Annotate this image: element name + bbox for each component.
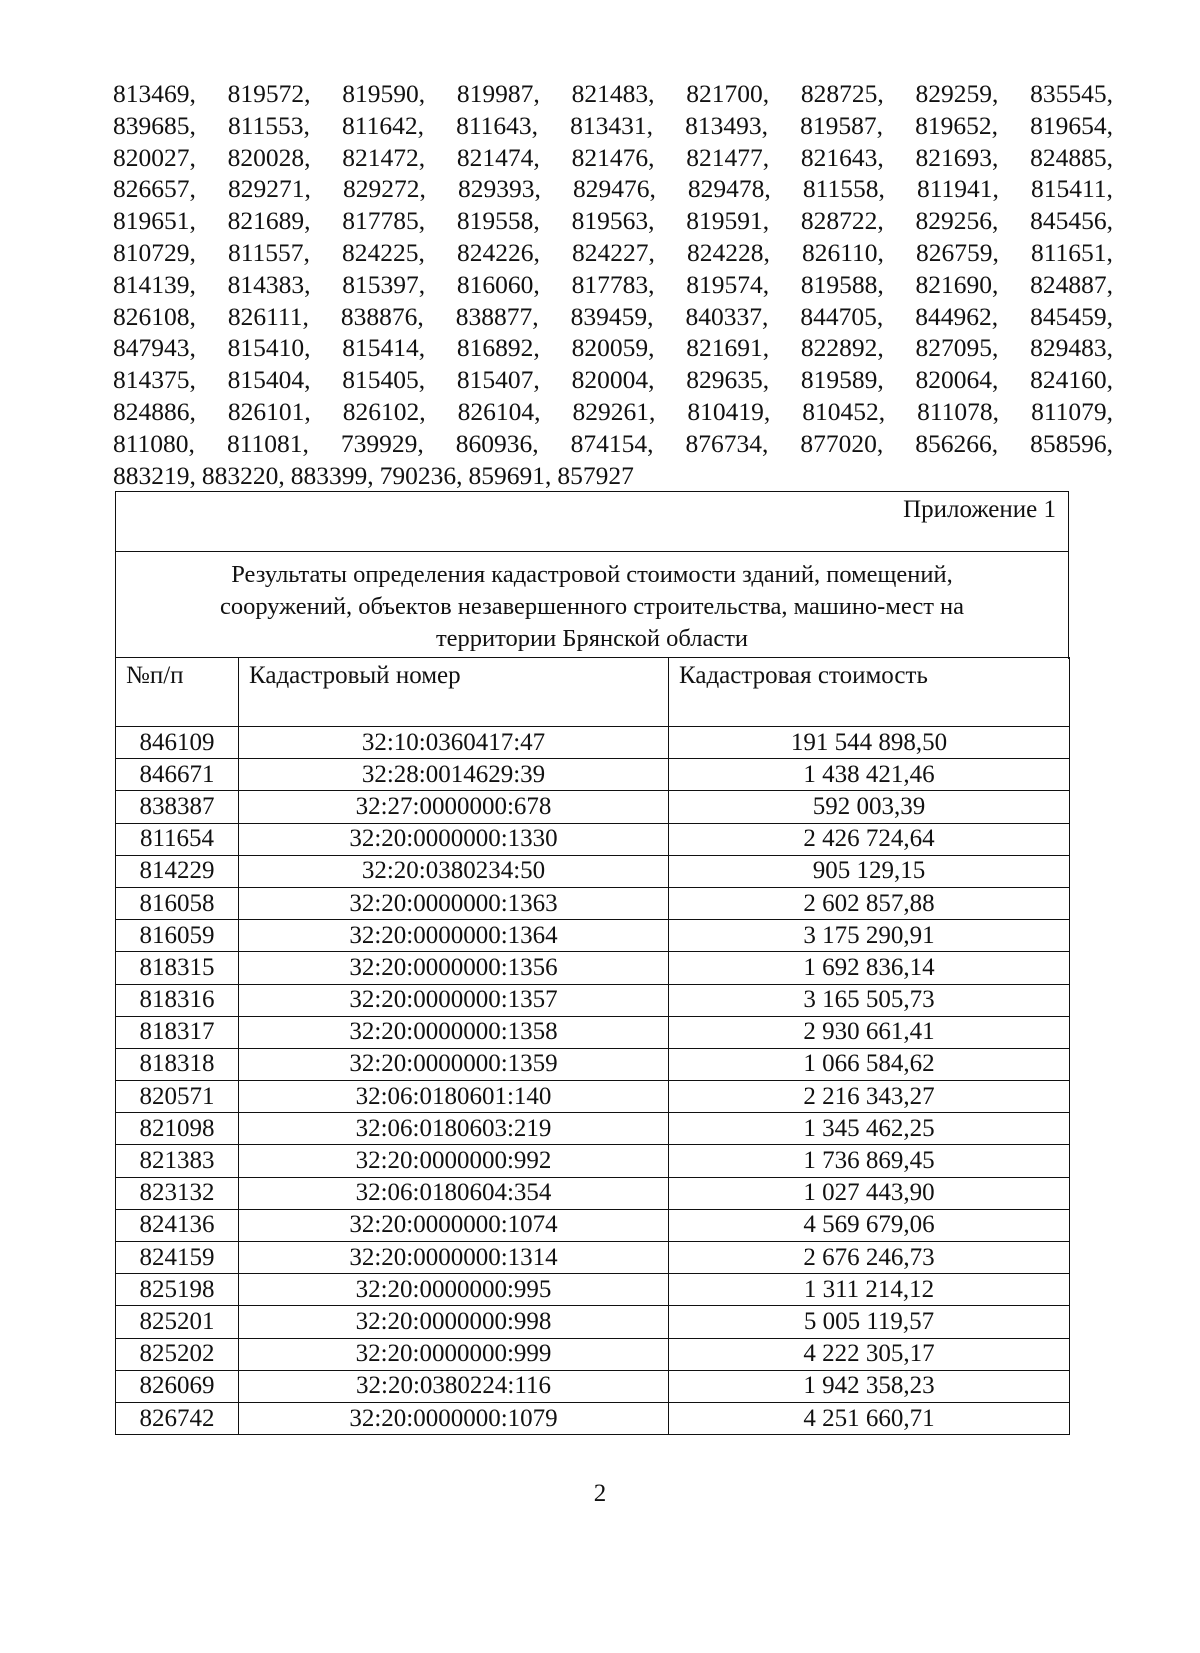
object-number: 821693, <box>915 142 999 172</box>
table-header-row <box>116 658 1070 727</box>
object-number: 821689, <box>227 206 311 236</box>
object-number: 824226, <box>457 237 540 267</box>
object-number: 824885, <box>1030 142 1113 172</box>
table-row <box>116 1338 1070 1370</box>
cadastral-value-cell: 191 544 898,50 <box>669 727 1070 759</box>
number-list-line <box>113 205 1113 237</box>
object-number: 820027, <box>113 142 196 172</box>
cadastral-number-cell: 32:27:0000000:678 <box>239 791 669 823</box>
cadastral-number-cell: 32:06:0180601:140 <box>239 1081 669 1113</box>
object-number: 827095, <box>915 333 999 363</box>
cadastral-value-cell: 2 676 246,73 <box>669 1242 1070 1274</box>
object-number: 820004, <box>571 365 655 395</box>
number-list-line <box>113 301 1113 333</box>
object-number: 819558, <box>456 206 540 236</box>
table-row <box>116 1081 1070 1113</box>
object-number: 811941, <box>916 174 999 204</box>
object-number: 824886, <box>113 396 196 426</box>
row-number-cell: 826069 <box>116 1370 239 1402</box>
object-number: 819588, <box>800 269 884 299</box>
object-number: 826108, <box>113 301 196 331</box>
header-row-number: №п/п <box>116 658 239 727</box>
object-number: 811081, <box>226 428 309 458</box>
row-number-cell: 818315 <box>116 952 239 984</box>
number-list-line <box>113 173 1113 205</box>
table-row <box>116 1370 1070 1402</box>
object-number: 844962, <box>915 301 999 331</box>
object-number: 815414, <box>342 333 426 363</box>
object-number: 826101, <box>227 396 311 426</box>
row-number-cell: 825198 <box>116 1274 239 1306</box>
object-number: 810452, <box>802 396 886 426</box>
object-number: 821474, <box>456 142 540 172</box>
cadastral-number-cell: 32:20:0000000:1363 <box>239 887 669 919</box>
row-number-cell: 811654 <box>116 823 239 855</box>
object-number: 813469, <box>113 79 196 108</box>
row-number-cell: 821383 <box>116 1145 239 1177</box>
cadastral-number-cell: 32:10:0360417:47 <box>239 727 669 759</box>
object-number: 838877, <box>455 301 539 331</box>
object-number: 829261, <box>572 396 656 426</box>
table-row <box>116 1242 1070 1274</box>
object-number: 856266, <box>915 428 999 458</box>
cadastral-value-cell: 1 692 836,14 <box>669 952 1070 984</box>
object-number: 811080, <box>113 428 195 458</box>
object-number: 821643, <box>800 142 884 172</box>
object-number: 826110, <box>801 237 884 267</box>
object-number: 820059, <box>571 333 655 363</box>
cadastral-value-cell: 5 005 119,57 <box>669 1306 1070 1338</box>
object-number: 815404, <box>227 365 311 395</box>
table-row <box>116 1113 1070 1145</box>
row-number-cell: 825201 <box>116 1306 239 1338</box>
object-number: 829476, <box>572 174 656 204</box>
object-number: 813493, <box>685 110 768 140</box>
row-number-cell: 825202 <box>116 1338 239 1370</box>
table-row <box>116 791 1070 823</box>
table-row <box>116 887 1070 919</box>
object-number: 826102, <box>342 396 426 426</box>
row-number-cell: 818318 <box>116 1048 239 1080</box>
object-number: 815410, <box>227 333 311 363</box>
row-number-cell: 823132 <box>116 1177 239 1209</box>
cadastral-value-cell: 1 345 462,25 <box>669 1113 1070 1145</box>
object-number: 819572, <box>227 79 311 108</box>
object-number: 829635, <box>686 365 770 395</box>
table-row <box>116 1016 1070 1048</box>
object-number: 811642, <box>342 110 424 140</box>
number-list-line <box>113 237 1113 269</box>
table-title-line: территории Брянской области <box>435 625 749 652</box>
object-number: 819651, <box>113 206 196 236</box>
object-number: 829271, <box>227 174 311 204</box>
object-number: 839685, <box>113 110 196 140</box>
page-number: 2 <box>593 1480 607 1507</box>
row-number-cell: 846109 <box>116 727 239 759</box>
object-number: 821477, <box>686 142 770 172</box>
table-row <box>116 759 1070 791</box>
cadastral-number-cell: 32:06:0180603:219 <box>239 1113 669 1145</box>
object-number: 817783, <box>571 269 655 299</box>
object-number: 811651, <box>1031 237 1113 267</box>
table-row <box>116 1209 1070 1241</box>
table-row <box>116 1145 1070 1177</box>
cadastral-number-cell: 32:20:0380224:116 <box>239 1370 669 1402</box>
table-row <box>116 1274 1070 1306</box>
number-list-line <box>113 269 1113 301</box>
object-number: 814375, <box>113 365 196 395</box>
number-list-line <box>113 332 1113 364</box>
object-number: 811558, <box>802 174 885 204</box>
object-number: 829478, <box>687 174 771 204</box>
header-cadastral-value: Кадастровая стоимость <box>669 658 1070 727</box>
row-number-cell: 820571 <box>116 1081 239 1113</box>
object-number: 829393, <box>457 174 541 204</box>
object-number: 860936, <box>455 428 539 458</box>
object-number: 815407, <box>456 365 540 395</box>
cadastral-value-cell: 1 438 421,46 <box>669 759 1070 791</box>
cadastral-number-cell: 32:20:0000000:1359 <box>239 1048 669 1080</box>
cadastral-value-cell: 3 165 505,73 <box>669 984 1070 1016</box>
object-number: 821700, <box>686 79 770 108</box>
appendix-header-box <box>115 491 1069 552</box>
table-row <box>116 855 1070 887</box>
object-number: 819591, <box>686 206 770 236</box>
object-number: 838876, <box>340 301 424 331</box>
row-number-cell: 826742 <box>116 1402 239 1434</box>
object-number: 739929, <box>340 428 424 458</box>
object-number: 876734, <box>685 428 769 458</box>
cadastral-number-cell: 32:20:0000000:1314 <box>239 1242 669 1274</box>
object-number: 821476, <box>571 142 655 172</box>
object-number: 835545, <box>1030 79 1113 108</box>
number-list-line <box>113 396 1113 428</box>
cadastral-number-cell: 32:20:0000000:992 <box>239 1145 669 1177</box>
object-number: 828725, <box>800 79 884 108</box>
object-number: 824228, <box>686 237 770 267</box>
object-number: 815411, <box>1031 174 1113 204</box>
object-number: 811557, <box>227 237 310 267</box>
cadastral-number-cell: 32:20:0000000:1357 <box>239 984 669 1016</box>
object-number: 810729, <box>113 237 196 267</box>
table-title-line: сооружений, объектов незавершенного строительства, машино-мест на <box>219 593 965 620</box>
cadastral-value-cell: 1 311 214,12 <box>669 1274 1070 1306</box>
cadastral-value-table <box>115 657 1070 1435</box>
object-number: 819590, <box>342 79 426 108</box>
cadastral-value-cell: 1 027 443,90 <box>669 1177 1070 1209</box>
number-list-line <box>113 142 1113 174</box>
object-number: 826759, <box>916 237 999 267</box>
object-number: 829259, <box>915 79 999 108</box>
object-number: 813431, <box>570 110 653 140</box>
cadastral-value-cell: 592 003,39 <box>669 791 1070 823</box>
table-row <box>116 823 1070 855</box>
object-number-list <box>113 78 1113 491</box>
object-number: 857927 <box>557 460 634 490</box>
object-number: 819574, <box>686 269 770 299</box>
number-list-line <box>113 428 1113 460</box>
cadastral-value-cell: 4 569 679,06 <box>669 1209 1070 1241</box>
object-number: 824225, <box>342 237 425 267</box>
object-number: 858596, <box>1030 428 1113 458</box>
object-number: 814383, <box>227 269 311 299</box>
object-number: 829483, <box>1030 333 1113 363</box>
cadastral-value-cell: 2 216 343,27 <box>669 1081 1070 1113</box>
object-number: 845459, <box>1030 301 1113 331</box>
object-number: 819563, <box>571 206 655 236</box>
object-number: 845456, <box>1030 206 1113 236</box>
object-number: 824160, <box>1030 365 1113 395</box>
cadastral-value-cell: 4 251 660,71 <box>669 1402 1070 1434</box>
object-number: 819587, <box>800 110 883 140</box>
table-row <box>116 1177 1070 1209</box>
table-row <box>116 920 1070 952</box>
table-row <box>116 1306 1070 1338</box>
cadastral-number-cell: 32:20:0000000:995 <box>239 1274 669 1306</box>
row-number-cell: 818316 <box>116 984 239 1016</box>
cadastral-number-cell: 32:20:0000000:1074 <box>239 1209 669 1241</box>
object-number: 822892, <box>800 333 884 363</box>
cadastral-number-cell: 32:20:0000000:999 <box>239 1338 669 1370</box>
cadastral-number-cell: 32:20:0000000:1356 <box>239 952 669 984</box>
table-row <box>116 984 1070 1016</box>
object-number: 883399, <box>290 460 374 490</box>
cadastral-value-cell: 2 930 661,41 <box>669 1016 1070 1048</box>
row-number-cell: 821098 <box>116 1113 239 1145</box>
object-number: 817785, <box>342 206 426 236</box>
table-row <box>116 952 1070 984</box>
table-body <box>116 727 1070 1435</box>
object-number: 874154, <box>570 428 654 458</box>
number-list-line <box>113 364 1113 396</box>
object-number: 821483, <box>571 79 655 108</box>
object-number: 821691, <box>686 333 770 363</box>
appendix-label: Приложение 1 <box>903 496 1056 523</box>
row-number-cell: 838387 <box>116 791 239 823</box>
cadastral-number-cell: 32:20:0000000:1364 <box>239 920 669 952</box>
cadastral-value-cell: 2 426 724,64 <box>669 823 1070 855</box>
cadastral-value-cell: 2 602 857,88 <box>669 887 1070 919</box>
object-number: 820064, <box>915 365 999 395</box>
object-number: 826111, <box>227 301 309 331</box>
object-number: 824227, <box>572 237 655 267</box>
cadastral-value-cell: 4 222 305,17 <box>669 1338 1070 1370</box>
cadastral-value-cell: 1 942 358,23 <box>669 1370 1070 1402</box>
object-number: 811078, <box>917 396 1000 426</box>
cadastral-number-cell: 32:06:0180604:354 <box>239 1177 669 1209</box>
table-row <box>116 1402 1070 1434</box>
object-number: 829272, <box>342 174 426 204</box>
row-number-cell: 816058 <box>116 887 239 919</box>
object-number: 829256, <box>915 206 999 236</box>
row-number-cell: 818317 <box>116 1016 239 1048</box>
object-number: 815397, <box>342 269 426 299</box>
object-number: 816060, <box>456 269 540 299</box>
cadastral-number-cell: 32:20:0380234:50 <box>239 855 669 887</box>
table-row <box>116 727 1070 759</box>
number-list-line <box>113 78 1113 110</box>
object-number: 883219, <box>113 460 196 490</box>
number-list-line <box>113 110 1113 142</box>
object-number: 820028, <box>227 142 311 172</box>
object-number: 816892, <box>456 333 540 363</box>
cadastral-number-cell: 32:20:0000000:1079 <box>239 1402 669 1434</box>
object-number: 826657, <box>113 174 196 204</box>
object-number: 840337, <box>685 301 769 331</box>
object-number: 815405, <box>342 365 426 395</box>
table-title-line: Результаты определения кадастровой стоимости зданий, помещений, <box>231 561 953 588</box>
cadastral-value-cell: 1 736 869,45 <box>669 1145 1070 1177</box>
table-title <box>115 551 1069 659</box>
object-number: 811643, <box>456 110 539 140</box>
object-number: 821472, <box>342 142 426 172</box>
object-number: 847943, <box>113 333 196 363</box>
object-number: 819652, <box>915 110 998 140</box>
object-number: 810419, <box>687 396 771 426</box>
cadastral-value-cell: 3 175 290,91 <box>669 920 1070 952</box>
object-number: 824887, <box>1030 269 1113 299</box>
object-number: 819987, <box>456 79 540 108</box>
object-number: 821690, <box>915 269 999 299</box>
object-number: 877020, <box>800 428 884 458</box>
object-number: 819654, <box>1030 110 1113 140</box>
object-number: 883220, <box>201 460 285 490</box>
cadastral-value-cell: 905 129,15 <box>669 855 1070 887</box>
object-number: 811079, <box>1031 396 1113 426</box>
row-number-cell: 816059 <box>116 920 239 952</box>
row-number-cell: 824136 <box>116 1209 239 1241</box>
cadastral-number-cell: 32:20:0000000:1330 <box>239 823 669 855</box>
object-number: 811553, <box>227 110 310 140</box>
object-number: 819589, <box>800 365 884 395</box>
row-number-cell: 824159 <box>116 1242 239 1274</box>
object-number: 844705, <box>800 301 884 331</box>
object-number: 814139, <box>113 269 196 299</box>
object-number: 826104, <box>457 396 541 426</box>
object-number: 859691, <box>468 460 552 490</box>
object-number: 790236, <box>379 460 463 490</box>
cadastral-value-cell: 1 066 584,62 <box>669 1048 1070 1080</box>
object-number: 828722, <box>800 206 884 236</box>
cadastral-number-cell: 32:20:0000000:998 <box>239 1306 669 1338</box>
row-number-cell: 846671 <box>116 759 239 791</box>
cadastral-number-cell: 32:20:0000000:1358 <box>239 1016 669 1048</box>
header-cadastral-number: Кадастровый номер <box>239 658 669 727</box>
cadastral-number-cell: 32:28:0014629:39 <box>239 759 669 791</box>
number-list-line <box>113 460 1113 492</box>
object-number: 839459, <box>570 301 654 331</box>
table-row <box>116 1048 1070 1080</box>
row-number-cell: 814229 <box>116 855 239 887</box>
